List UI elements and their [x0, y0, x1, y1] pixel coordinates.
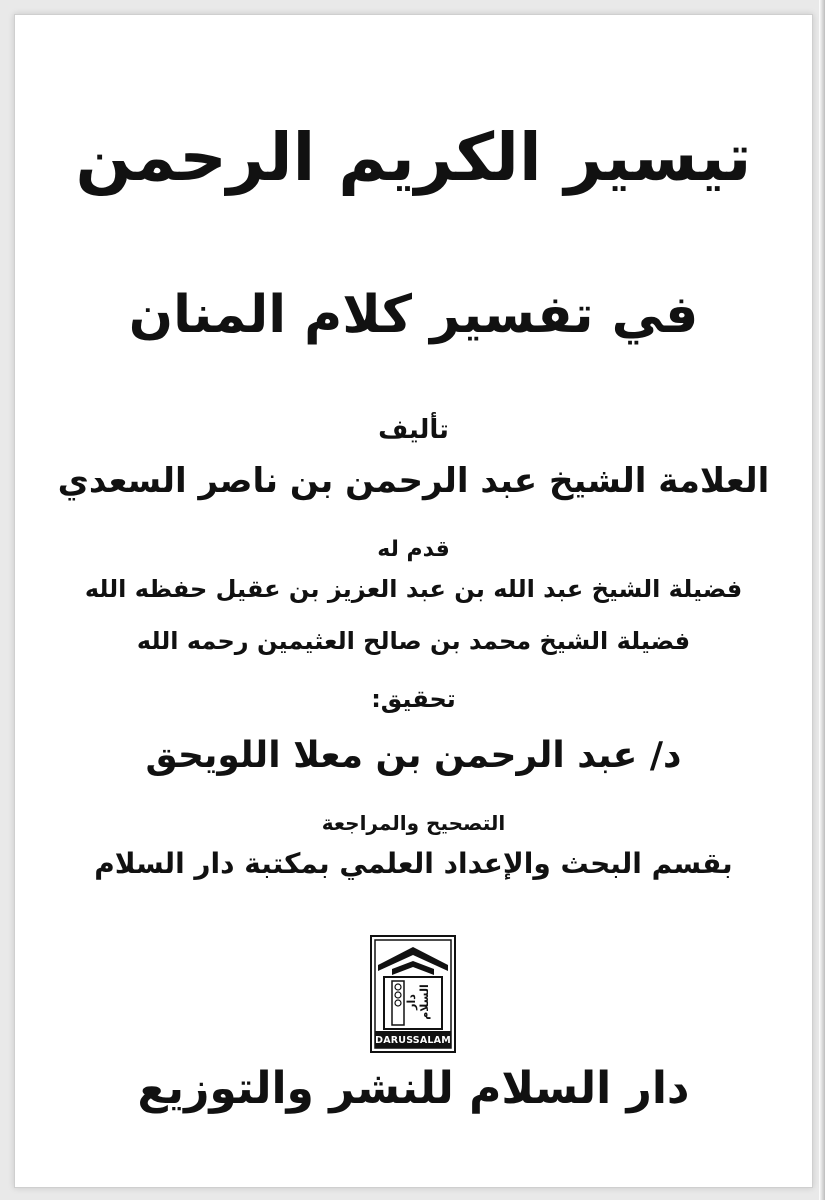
verification-label: تحقيق: [371, 685, 456, 713]
review-line: بقسم البحث والإعداد العلمي بمكتبة دار السلام [94, 847, 733, 880]
publisher-logo [370, 935, 456, 1053]
author-label: تأليف [378, 415, 449, 445]
introduction-line-1: فضيلة الشيخ عبد الله بن عبد العزيز بن عقيل حفظه الله [84, 575, 743, 603]
page-sheet [14, 14, 813, 1188]
introduction-label: قدم له [377, 537, 450, 562]
book-subtitle: في تفسير كلام المنان [128, 285, 699, 345]
review-label: التصحيح والمراجعة [321, 811, 506, 835]
book-title: تيسير الكريم الرحمن [75, 119, 752, 196]
verifier-name: د/ عبد الرحمن بن معلا اللويحق [145, 735, 682, 776]
author-name: العلامة الشيخ عبد الرحمن بن ناصر السعدي [57, 461, 770, 501]
publisher-name: دار السلام للنشر والتوزيع [137, 1063, 690, 1114]
logo-latin-text: DARUSSALAM [375, 1035, 451, 1046]
page-edge-shadow [819, 0, 825, 1200]
logo-arabic-text: دار السلام [405, 984, 431, 1020]
introduction-line-2: فضيلة الشيخ محمد بن صالح العثيمين رحمه الله [136, 627, 691, 655]
